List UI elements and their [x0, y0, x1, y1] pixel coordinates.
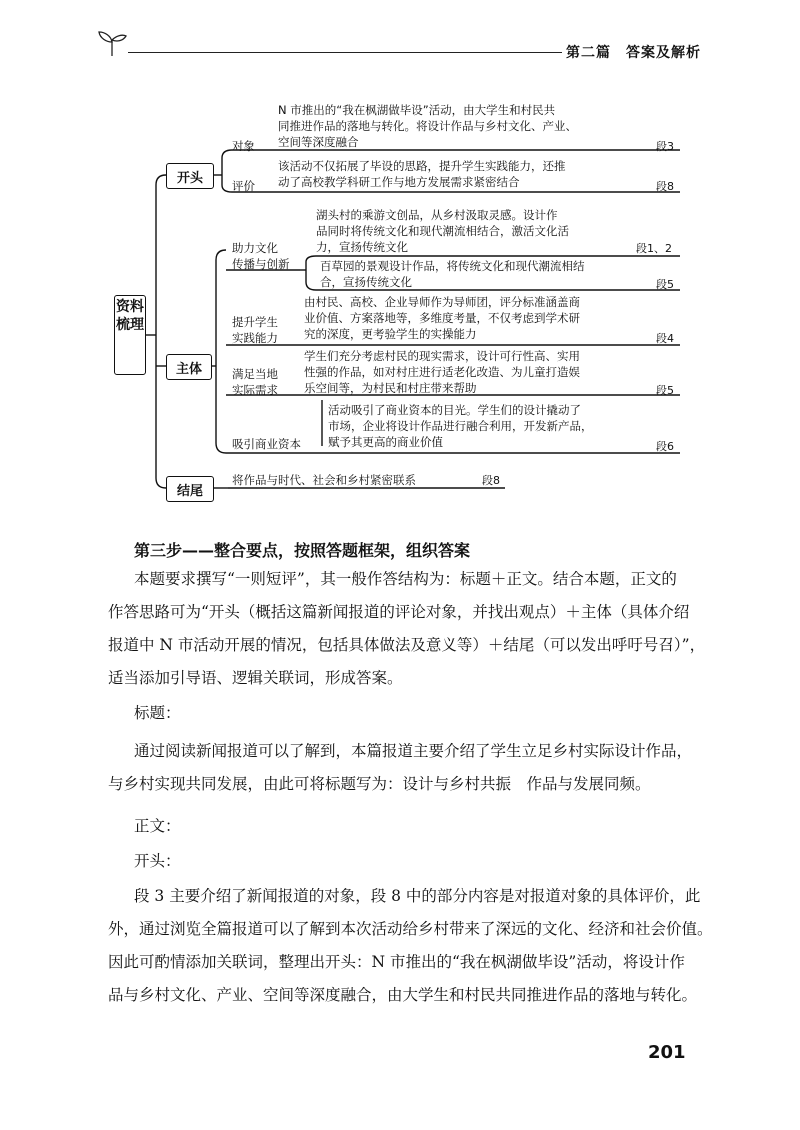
- seg-zhuli-2: 段5: [656, 278, 674, 291]
- text-pingjia: [278, 158, 566, 190]
- text-zhuli-2: [320, 258, 585, 290]
- node-kaitou: 开头: [166, 163, 214, 189]
- text-line: 合，宣扬传统文化: [320, 275, 412, 289]
- seg-pingjia: 段8: [656, 180, 674, 193]
- text-line: 该活动不仅拓展了毕设的思路，提升学生实践能力，还推: [278, 159, 566, 173]
- text-line: 力，宣扬传统文化: [316, 240, 408, 254]
- text-tisheng: [304, 294, 580, 342]
- text-line: 空间等深度融合: [278, 135, 359, 149]
- text-line: 与乡村实现共同发展，由此可将标题写为：设计与乡村共振 作品与发展同频。: [108, 775, 651, 793]
- header-title: 第二篇 答案及解析: [566, 45, 701, 61]
- text-line: 本题要求撰写“一则短评”，其一般作答结构为：标题＋正文。结合本题，正文的: [134, 570, 677, 588]
- text-line: 标题：: [134, 704, 181, 722]
- seg-tisheng: 段4: [656, 332, 674, 345]
- paragraph-opening: [108, 880, 713, 1012]
- label-line: 满足当地: [232, 367, 278, 381]
- label-manzu: [232, 366, 278, 398]
- label-zhuli: [232, 240, 290, 272]
- seg-jiewei: 段8: [482, 474, 500, 487]
- label-kaitou: [108, 845, 696, 878]
- text-line: 活动吸引了商业资本的目光。学生们的设计撬动了: [328, 403, 581, 417]
- text-manzu: [304, 348, 580, 396]
- paragraph-title: [108, 735, 696, 801]
- text-line: 开头：: [134, 852, 181, 870]
- label-biaoti: [108, 697, 696, 730]
- text-line: 报道中 N 市活动开展的情况，包括具体做法及意义等）＋结尾（可以发出呼吁号召）”，: [108, 636, 706, 654]
- label-tisheng: [232, 314, 278, 346]
- seg-zhuli-1: 段1、2: [636, 242, 672, 255]
- text-duixiang: [278, 102, 577, 150]
- text-xiyin: [328, 402, 593, 450]
- label-pingjia: 评价: [232, 179, 255, 193]
- text-line: 动了高校教学科研工作与地方发展需求紧密结合: [278, 175, 520, 189]
- text-line: 业价值、方案落地等，多维度考量，不仅考虑到学术研: [304, 311, 580, 325]
- text-line: 赋予其更高的商业价值: [328, 435, 443, 449]
- text-line: 作答思路可为“开头（概括这篇新闻报道的评论对象，并找出观点）＋主体（具体介绍: [108, 603, 690, 621]
- text-line: 百草园的景观设计作品，将传统文化和现代潮流相结: [320, 259, 585, 273]
- text-line: 湖头村的乘游文创品，从乡村汲取灵感。设计作: [316, 208, 558, 222]
- text-line: 乐空间等，为村民和村庄带来帮助: [304, 381, 477, 395]
- text-line: 学生们充分考虑村民的现实需求，设计可行性高、实用: [304, 349, 580, 363]
- text-line: 由村民、高校、企业导师作为导师团，评分标准涵盖商: [304, 295, 580, 309]
- text-line: 通过阅读新闻报道可以了解到，本篇报道主要介绍了学生立足乡村实际设计作品，: [134, 742, 693, 760]
- text-line: 性强的作品，如对村庄进行适老化改造、为儿童打造娱: [304, 365, 580, 379]
- root-node: 资料梳理: [114, 295, 146, 375]
- label-line: 实际需求: [232, 383, 278, 397]
- page-number: 201: [648, 1042, 686, 1063]
- label-line: 助力文化: [232, 241, 278, 255]
- seg-xiyin: 段6: [656, 440, 674, 453]
- label-xiyin: 吸引商业资本: [232, 437, 301, 451]
- text-line: 品同时将传统文化和现代潮流相结合，激活文化活: [316, 224, 569, 238]
- text-line: 因此可酌情添加关联词，整理出开头：N 市推出的“我在枫湖做毕设”活动，将设计作: [108, 953, 685, 971]
- seg-manzu: 段5: [656, 384, 674, 397]
- label-line: 传播与创新: [232, 257, 290, 271]
- text-zhuli-1: [316, 207, 569, 255]
- text-line: 究的深度，更考验学生的实操能力: [304, 327, 477, 341]
- node-zhuti: 主体: [166, 354, 212, 380]
- text-line: 外，通过浏览全篇报道可以了解到本次活动给乡村带来了深远的文化、经济和社会价值。: [108, 920, 713, 938]
- text-line: N 市推出的“我在枫湖做毕设”活动，由大学生和村民共: [278, 103, 556, 117]
- text-line: 正文：: [134, 817, 181, 835]
- text-line: 适当添加引导语、逻辑关联词，形成答案。: [108, 669, 403, 687]
- step-title: 第三步——整合要点，按照答题框架，组织答案: [134, 541, 471, 560]
- text-line: 市场，企业将设计作品进行融合利用，开发新产品，: [328, 419, 593, 433]
- label-line: 实践能力: [232, 331, 278, 345]
- text-jiewei: 将作品与时代、社会和乡村紧密联系: [232, 473, 416, 487]
- text-line: 同推进作品的落地与转化。将设计作品与乡村文化、产业、: [278, 119, 577, 133]
- paragraph-structure: [108, 563, 706, 695]
- text-line: 段 3 主要介绍了新闻报道的对象，段 8 中的部分内容是对报道对象的具体评价，此: [134, 887, 701, 905]
- label-zhengwen: [108, 810, 696, 843]
- seg-duixiang: 段3: [656, 140, 674, 153]
- label-line: 提升学生: [232, 315, 278, 329]
- text-line: 品与乡村文化、产业、空间等深度融合，由大学生和村民共同推进作品的落地与转化。: [108, 986, 698, 1004]
- label-duixiang: 对象: [232, 139, 255, 153]
- node-jiewei: 结尾: [166, 476, 214, 502]
